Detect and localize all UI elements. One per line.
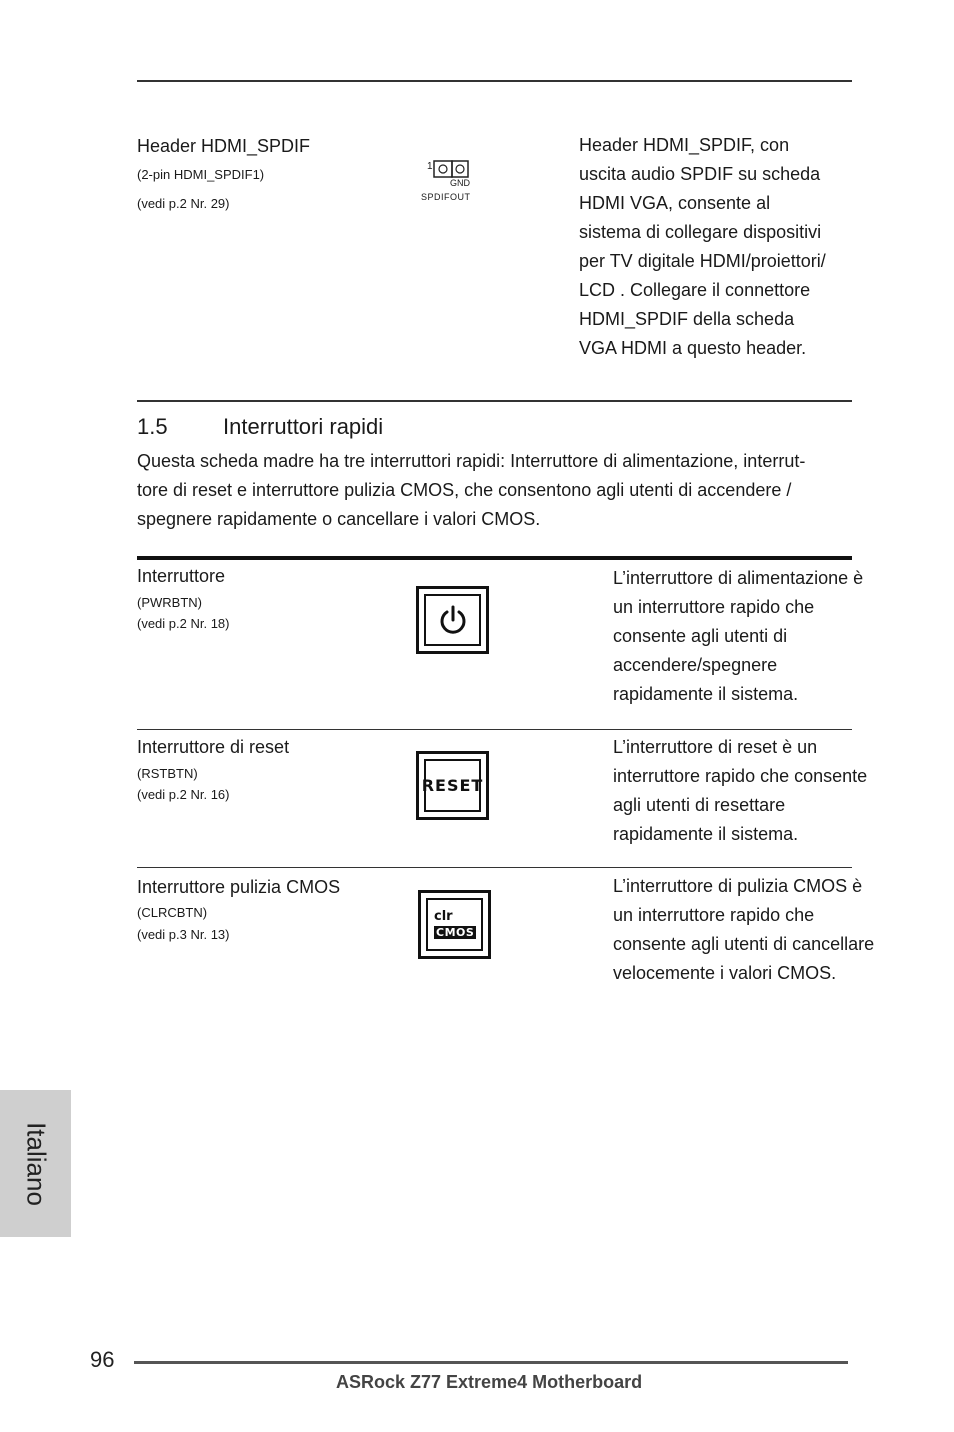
cmos-switch-title: Interruttore pulizia CMOS	[137, 877, 341, 897]
power-switch-title: Interruttore	[137, 566, 226, 586]
power-switch-description: L’interruttore di alimentazione è un interruttore rapido che consente agli utenti di accendere/spegnere rapidamente il sistema.	[613, 568, 864, 704]
reset-icon-text: RESET	[421, 776, 484, 795]
pin1-label: 1	[427, 161, 433, 172]
page-number: 96	[90, 1347, 115, 1372]
top-rule	[137, 80, 852, 82]
language-tab	[0, 1090, 71, 1237]
hdmi-spdif-sub2: (vedi p.2 Nr. 29)	[137, 196, 230, 211]
row-divider-2	[137, 867, 852, 868]
language-tab-label: Italiano	[21, 1121, 51, 1206]
footer-product: ASRock Z77 Extreme4 Motherboard	[336, 1372, 643, 1392]
reset-icon	[416, 751, 489, 820]
power-switch-sub2: (vedi p.2 Nr. 18)	[137, 616, 230, 631]
reset-switch-sub2: (vedi p.2 Nr. 16)	[137, 787, 230, 802]
spdif-header-diagram	[420, 158, 480, 208]
table-top-rule	[137, 556, 852, 560]
header-pins-icon	[433, 160, 471, 180]
clear-cmos-icon	[418, 890, 491, 959]
hdmi-spdif-description: Header HDMI_SPDIF, con uscita audio SPDIF su scheda HDMI VGA, consente al sistema di collegare dispositivi per TV digitale HDMI/proiettori/ LCD . Collegare il connettore HDMI_SPDIF della scheda VGA HDMI a questo header.	[579, 135, 826, 358]
power-icon	[416, 586, 489, 654]
footer-rule	[134, 1361, 848, 1364]
clr-text: clr	[434, 909, 453, 924]
cmos-switch-sub1: (CLRCBTN)	[137, 905, 208, 920]
section-title: Interruttori rapidi	[223, 414, 384, 439]
reset-switch-sub1: (RSTBTN)	[137, 766, 198, 781]
reset-switch-description: L’interruttore di reset è un interruttore rapido che consente agli utenti di resettare rapidamente il sistema.	[613, 737, 868, 844]
section-paragraph: Questa scheda madre ha tre interruttori rapidi: Interruttore di alimentazione, interrut- tore di reset e interruttore pulizia CMOS, che consentono agli utenti di accendere / spegnere rapidamente o cancellare i valori CMOS.	[137, 451, 806, 529]
gnd-label: GND	[450, 178, 470, 188]
cmos-text: CMOS	[436, 926, 475, 939]
reset-switch-title: Interruttore di reset	[137, 737, 290, 757]
spdifout-label: SPDIFOUT	[421, 192, 471, 202]
cmos-switch-description: L’interruttore di pulizia CMOS è un interruttore rapido che consente agli utenti di cancellare velocemente i valori CMOS.	[613, 876, 875, 983]
hdmi-spdif-title: Header HDMI_SPDIF	[137, 136, 311, 156]
cmos-switch-sub2: (vedi p.3 Nr. 13)	[137, 927, 230, 942]
section-number: 1.5	[137, 414, 168, 439]
row-divider-1	[137, 729, 852, 730]
section-rule	[137, 400, 852, 402]
hdmi-spdif-sub1: (2-pin HDMI_SPDIF1)	[137, 167, 265, 182]
power-switch-sub1: (PWRBTN)	[137, 595, 202, 610]
